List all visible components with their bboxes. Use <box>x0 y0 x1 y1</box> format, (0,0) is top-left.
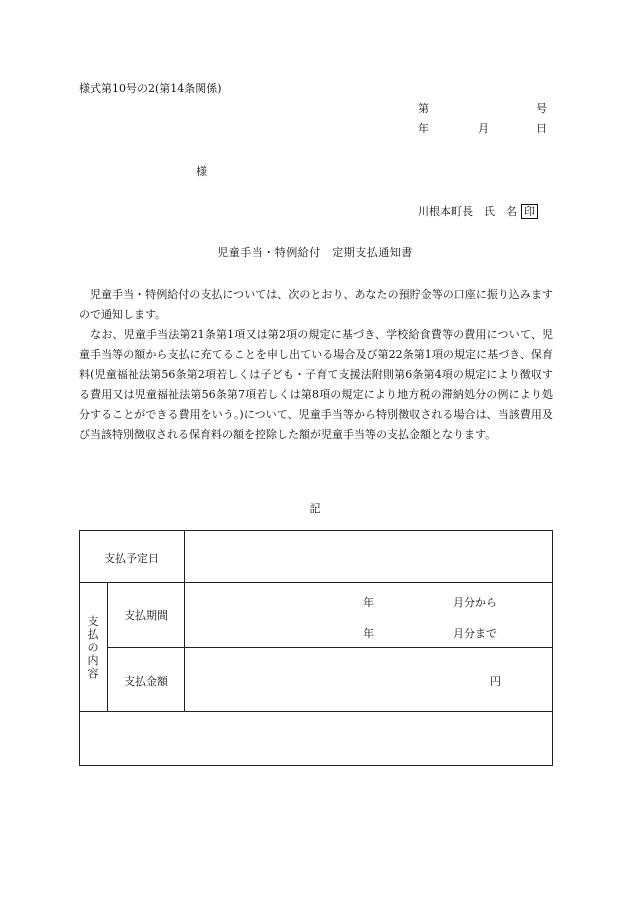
amount-yen-unit: 円 <box>490 675 501 688</box>
number-suffix: 号 <box>536 102 547 115</box>
payment-table <box>79 530 553 766</box>
body-paragraph-1: 児童手当・特例給付の支払については、次のとおり、あなたの預貯金等の口座に振り込みますので通知します。 <box>79 288 553 321</box>
payment-period-label: 支払期間 <box>124 609 168 622</box>
divider <box>107 647 552 648</box>
period-from-year: 年 <box>363 596 374 609</box>
ki-heading: 記 <box>309 502 321 515</box>
payment-date-label: 支払予定日 <box>104 552 159 565</box>
document-title: 児童手当・特例給付 定期支払通知書 <box>217 246 413 259</box>
seal-mark: 印 <box>521 204 538 219</box>
date-year-label: 年 <box>418 122 429 135</box>
divider <box>80 711 552 712</box>
period-from-suffix: 月分から <box>453 596 497 609</box>
issuer-name: 川根本町長 氏 名 <box>418 205 517 218</box>
number-prefix: 第 <box>418 102 429 115</box>
period-to-suffix: 月分まで <box>453 627 497 640</box>
form-number: 様式第10号の2(第14条関係) <box>79 82 222 95</box>
period-to-year: 年 <box>363 627 374 640</box>
payment-amount-label: 支払金額 <box>124 675 168 688</box>
date-day-label: 日 <box>536 122 547 135</box>
payment-content-label: 支払の内容 <box>87 615 99 680</box>
divider <box>80 582 552 583</box>
date-month-label: 月 <box>478 122 489 135</box>
divider <box>184 531 185 711</box>
issuer <box>418 203 538 219</box>
body-paragraph-2: なお、児童手当法第21条第1項又は第2項の規定に基づき、学校給食費等の費用について、児童手当等の額から支払に充てることを申し出ている場合及び第22条第1項の規定に基づき、保育料(児童福祉法第56条第2項若しくは子ども・子育て支援法附則第6条第4項の規定により徴収する費用又は児童福祉法第56条第7項若しくは第8項の規定により地方税の滞納処分の例により処分することができる費用をいう。)について、児童手当等から特別徴収される場合は、当該費用及び当該特別徴収される保育料の額を控除した額が児童手当等の支払金額となります。 <box>79 328 553 441</box>
addressee-honorific: 様 <box>196 165 207 178</box>
